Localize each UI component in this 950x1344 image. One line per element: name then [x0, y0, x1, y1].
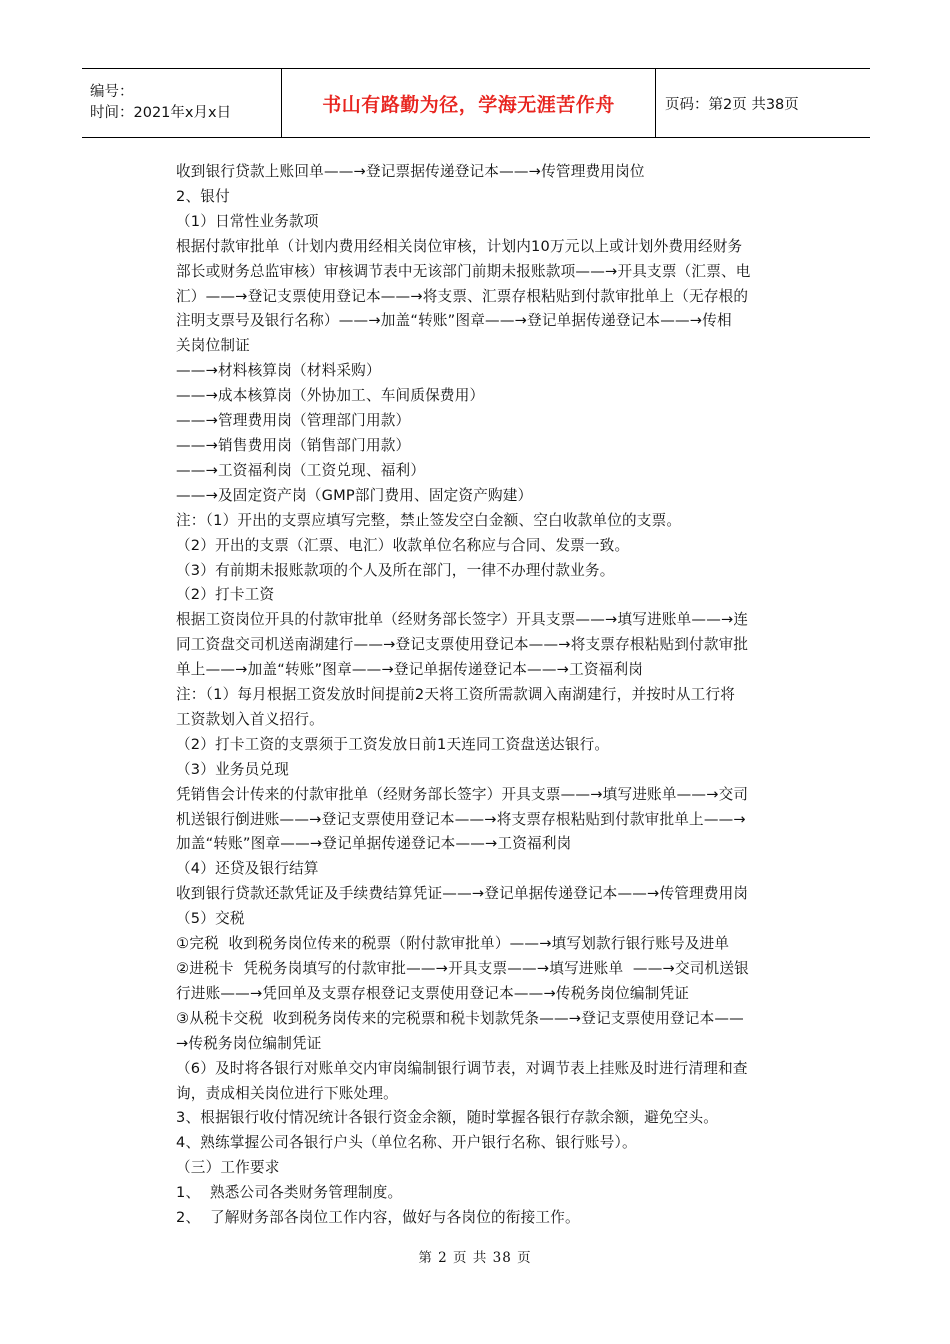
body-line: （1）日常性业务款项	[176, 212, 319, 230]
body-line: ——→销售费用岗（销售部门用款）	[176, 436, 411, 454]
body-line: 收到银行贷款上账回单——→登记票据传递登记本——→传管理费用岗位	[176, 163, 645, 180]
header-meta	[82, 69, 282, 137]
body-line: ①完税 收到税务岗位传来的税票（附付款审批单）——→填写划款行银行账号及进单	[176, 935, 730, 953]
body-line: 行进账——→凭回单及支票存根登记支票使用登记本——→传税务岗位编制凭证	[176, 984, 690, 1002]
header-motto: 书山有路勤为径，学海无涯苦作舟	[322, 93, 615, 116]
body-line: ——→工资福利岗（工资兑现、福利）	[176, 461, 426, 479]
body-line: →传税务岗位编制凭证	[176, 1034, 322, 1052]
body-line: 部长或财务总监审核）审核调节表中无该部门前期未报账款项——→开具支票（汇票、电	[176, 262, 751, 280]
body-line: （5）交税	[176, 910, 245, 928]
body-line: 同工资盘交司机送南湖建行——→登记支票使用登记本——→将支票存根粘贴到付款审批	[176, 636, 749, 654]
body-line: 机送银行倒进账——→登记支票使用登记本——→将支票存根粘贴到付款审批单上——→	[176, 810, 746, 828]
body-line: 注：（1）开出的支票应填写完整，禁止签发空白金额、空白收款单位的支票。	[176, 511, 682, 529]
header-motto-cell	[282, 69, 656, 137]
body-line: ——→管理费用岗（管理部门用款）	[176, 412, 411, 430]
body-line: 单上——→加盖“转账”图章——→登记单据传递登记本——→工资福利岗	[176, 661, 644, 679]
body-line: 3、根据银行收付情况统计各银行资金余额，随时掌握各银行存款余额，避免空头。	[176, 1109, 719, 1127]
body-line: （6）及时将各银行对账单交内审岗编制银行调节表，对调节表上挂账及时进行清理和查	[176, 1059, 748, 1077]
body-line: 注明支票号及银行名称）——→加盖“转账”图章——→登记单据传递登记本——→传相	[176, 312, 732, 330]
body-line: 汇）——→登记支票使用登记本——→将支票、汇票存根粘贴到付款审批单上（无存根的	[176, 287, 749, 305]
body-line: 收到银行贷款还款凭证及手续费结算凭证——→登记单据传递登记本——→传管理费用岗	[176, 885, 749, 903]
body-line: 4、熟练掌握公司各银行户头（单位名称、开户银行名称、银行账号）。	[176, 1134, 637, 1152]
body-line: 1、 熟悉公司各类财务管理制度。	[176, 1184, 403, 1202]
body-line: （3）业务员兑现	[176, 760, 290, 778]
body-line: （三）工作要求	[176, 1159, 280, 1177]
body-line: 根据付款审批单（计划内费用经相关岗位审核，计划内10万元以上或计划外费用经财务	[176, 237, 743, 255]
body-line: 注：（1）每月根据工资发放时间提前2天将工资所需款调入南湖建行，并按时从工行将	[176, 686, 736, 704]
body-line: 2、银付	[176, 187, 230, 205]
body-line: ——→成本核算岗（外协加工、车间质保费用）	[176, 387, 485, 405]
document-body	[176, 160, 816, 1231]
body-line: ③从税卡交税 收到税务岗传来的完税票和税卡划款凭条——→登记支票使用登记本——	[176, 1009, 744, 1027]
page-header	[82, 68, 870, 138]
body-line: 关岗位制证	[176, 337, 250, 355]
body-line: ②进税卡 凭税务岗填写的付款审批——→开具支票——→填写进账单 ——→交司机送银	[176, 960, 749, 977]
body-line: （3）有前期未报账款项的个人及所在部门，一律不办理付款业务。	[176, 561, 615, 579]
body-line: （2）打卡工资	[176, 586, 275, 604]
body-line: 2、 了解财务部各岗位工作内容，做好与各岗位的衔接工作。	[176, 1209, 580, 1227]
body-line: （2）打卡工资的支票须于工资发放日前1天连同工资盘送达银行。	[176, 735, 610, 753]
body-line: 根据工资岗位开具的付款审批单（经财务部长签字）开具支票——→填写进账单——→连	[176, 611, 749, 629]
page-footer: 第 2 页 共 38 页	[418, 1250, 532, 1266]
body-line: ——→及固定资产岗（GMP部门费用、固定资产购建）	[176, 486, 533, 504]
body-line: ——→材料核算岗（材料采购）	[176, 362, 381, 380]
body-line: （2）开出的支票（汇票、电汇）收款单位名称应与合同、发票一致。	[176, 536, 630, 554]
document-time-label: 时间：2021年x月x日	[90, 105, 232, 121]
document-number-label: 编号：	[90, 84, 134, 100]
header-page-cell	[656, 69, 870, 137]
body-line: 凭销售会计传来的付款审批单（经财务部长签字）开具支票——→填写进账单——→交司	[176, 785, 749, 803]
header-page-number: 页码：第2页 共38页	[665, 96, 799, 113]
body-line: 工资款划入首义招行。	[176, 710, 324, 728]
body-line: 加盖“转账”图章——→登记单据传递登记本——→工资福利岗	[176, 835, 572, 853]
body-line: 询，责成相关岗位进行下账处理。	[176, 1084, 398, 1102]
body-line: （4）还贷及银行结算	[176, 860, 319, 878]
